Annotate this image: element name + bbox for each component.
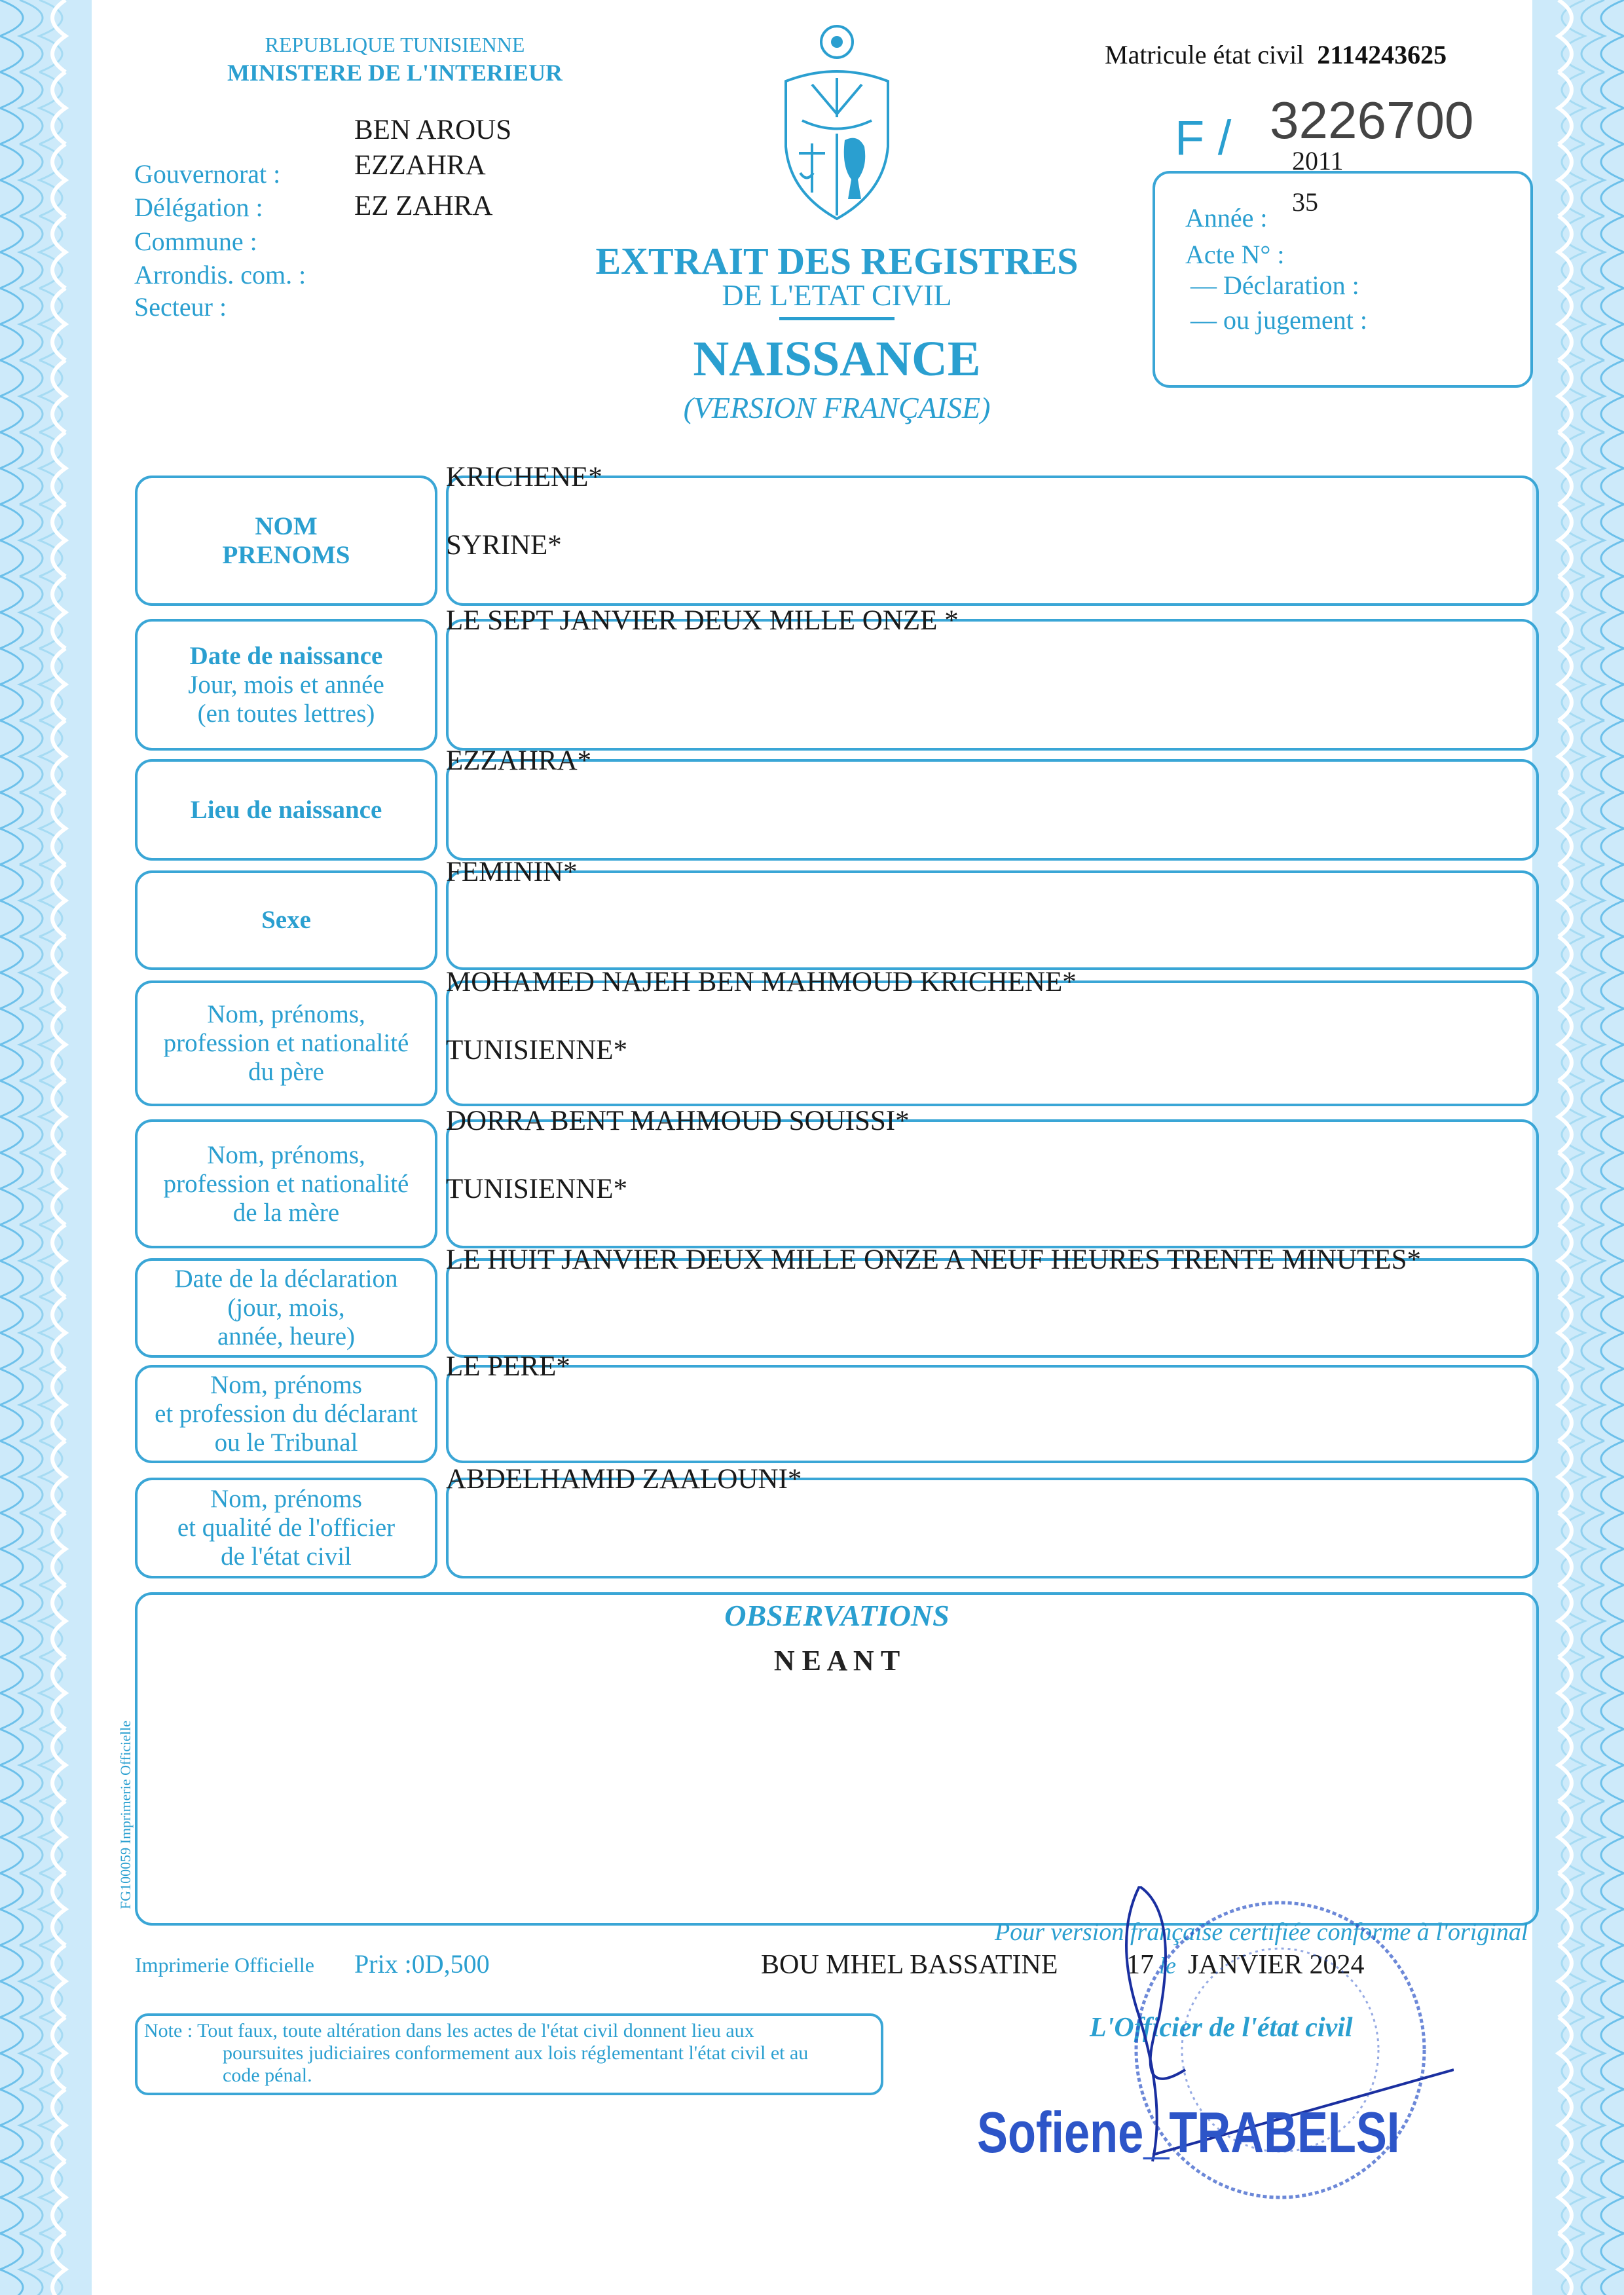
row-value-box	[446, 870, 1539, 970]
row-value-box	[446, 1365, 1539, 1463]
row-value: TUNISIENNE*	[446, 1035, 628, 1066]
commune-label: Commune :	[134, 227, 257, 256]
serial-prefix: F /	[1175, 111, 1232, 165]
row-label: et qualité de l'officier	[177, 1514, 396, 1542]
matricule-label: Matricule état civil	[1105, 40, 1304, 69]
legal-note	[135, 2013, 883, 2095]
row-label: Nom, prénoms,	[207, 1000, 365, 1028]
row-value: ABDELHAMID ZAALOUNI*	[446, 1464, 802, 1495]
row-value: LE PERE*	[446, 1351, 570, 1382]
row-label-box	[135, 1258, 437, 1358]
row-label: Date de la déclaration	[174, 1265, 398, 1293]
delegation-value: EZZAHRA	[354, 150, 486, 181]
row-label-box	[135, 1478, 437, 1578]
gouvernorat-value: BEN AROUS	[354, 115, 512, 145]
left-guilloche-border	[0, 0, 92, 2295]
arrondissement-label: Arrondis. com. :	[134, 260, 306, 289]
row-value: TUNISIENNE*	[446, 1174, 628, 1204]
row-value: MOHAMED NAJEH BEN MAHMOUD KRICHENE*	[446, 967, 1077, 998]
row-value: FEMININ*	[446, 857, 578, 887]
row-label-box	[135, 476, 437, 606]
officer-title: L'Officier de l'état civil	[1090, 2013, 1353, 2043]
row-value: KRICHENE*	[446, 462, 602, 493]
row-label: (jour, mois,	[227, 1294, 345, 1322]
acte-value: 35	[1292, 187, 1318, 217]
row-value: EZZAHRA*	[446, 745, 592, 776]
row-label-box	[135, 980, 437, 1106]
issue-day: 17	[1126, 1950, 1154, 1980]
issue-place: BOU MHEL BASSATINE	[761, 1950, 1058, 1980]
right-guilloche-border	[1532, 0, 1624, 2295]
note-line3: code pénal.	[223, 2064, 312, 2086]
price-label: Prix :0D,500	[354, 1949, 490, 1979]
ministry-label: MINISTERE DE L'INTERIEUR	[227, 60, 563, 86]
row-label-box	[135, 759, 437, 861]
certified-label: Pour version française certifiée conforme à l'original	[995, 1918, 1528, 1946]
row-value-box	[446, 476, 1539, 606]
row-label-box	[135, 1119, 437, 1248]
acte-label: Acte N° :	[1185, 240, 1285, 269]
republic-label: REPUBLIQUE TUNISIENNE	[265, 33, 525, 56]
row-label: de l'état civil	[221, 1542, 352, 1571]
officer-name-stamp: Sofiene_TRABELSI	[977, 2100, 1400, 2165]
observations-title: OBSERVATIONS	[724, 1599, 950, 1632]
row-label: Sexe	[261, 906, 311, 934]
row-value-box	[446, 619, 1539, 751]
secteur-label: Secteur :	[134, 292, 227, 322]
row-label: (en toutes lettres)	[197, 699, 375, 728]
le-label: le	[1159, 1952, 1176, 1979]
row-label: année, heure)	[217, 1322, 356, 1351]
serial-number: 3226700	[1270, 91, 1474, 149]
row-label: ou le Tribunal	[214, 1428, 358, 1457]
document-title: NAISSANCE	[693, 331, 981, 386]
declaration-label: — Déclaration :	[1190, 271, 1359, 300]
row-label: Date de naissance	[189, 641, 383, 670]
row-value-box	[446, 759, 1539, 861]
row-label: Nom, prénoms,	[207, 1140, 365, 1169]
issue-month-year: JANVIER 2024	[1188, 1950, 1365, 1980]
row-label: Nom, prénoms	[210, 1371, 362, 1399]
side-print-code: FG100059 Imprimerie Officielle	[117, 1721, 134, 1909]
version-label: (VERSION FRANÇAISE)	[683, 391, 991, 424]
title-line1: EXTRAIT DES REGISTRES	[595, 240, 1079, 282]
row-label: profession et nationalité	[163, 1169, 409, 1198]
row-label-box	[135, 619, 437, 751]
row-label: NOM	[255, 512, 318, 540]
note-line2: poursuites judiciaires conformement aux lois réglementant l'état civil et au	[223, 2042, 809, 2064]
row-value: SYRINE*	[446, 530, 562, 561]
row-label-box	[135, 870, 437, 970]
row-label: Jour, mois et année	[188, 670, 384, 699]
row-label: du père	[248, 1058, 324, 1086]
row-label: PRENOMS	[222, 540, 350, 569]
title-line2: DE L'ETAT CIVIL	[722, 278, 952, 312]
note-line1: Note : Tout faux, toute altération dans les actes de l'état civil donnent lieu aux	[144, 2020, 754, 2042]
annee-value: 2011	[1292, 146, 1344, 176]
row-value: DORRA BENT MAHMOUD SOUISSI*	[446, 1106, 910, 1136]
row-label: et profession du déclarant	[155, 1400, 418, 1428]
row-label: Nom, prénoms	[210, 1485, 362, 1513]
row-value: LE HUIT JANVIER DEUX MILLE ONZE A NEUF HEURES TRENTE MINUTES*	[446, 1244, 1421, 1275]
title-divider	[779, 317, 895, 320]
annee-label: Année :	[1185, 203, 1268, 233]
observations-value: N E A N T	[773, 1645, 900, 1677]
row-label-box	[135, 1365, 437, 1463]
matricule-value: 2114243625	[1317, 40, 1447, 69]
printer-label: Imprimerie Officielle	[135, 1953, 314, 1977]
delegation-label: Délégation :	[134, 193, 263, 222]
gouvernorat-label: Gouvernorat :	[134, 159, 281, 189]
row-label: de la mère	[232, 1198, 340, 1227]
tunisia-coat-of-arms-icon	[773, 22, 901, 222]
row-label: Lieu de naissance	[190, 795, 382, 824]
jugement-label: — ou jugement :	[1190, 305, 1367, 335]
row-label: profession et nationalité	[163, 1029, 409, 1057]
commune-value: EZ ZAHRA	[354, 191, 493, 221]
matricule-field	[1105, 39, 1447, 70]
row-value: LE SEPT JANVIER DEUX MILLE ONZE *	[446, 605, 959, 636]
observations-box	[135, 1592, 1539, 1926]
